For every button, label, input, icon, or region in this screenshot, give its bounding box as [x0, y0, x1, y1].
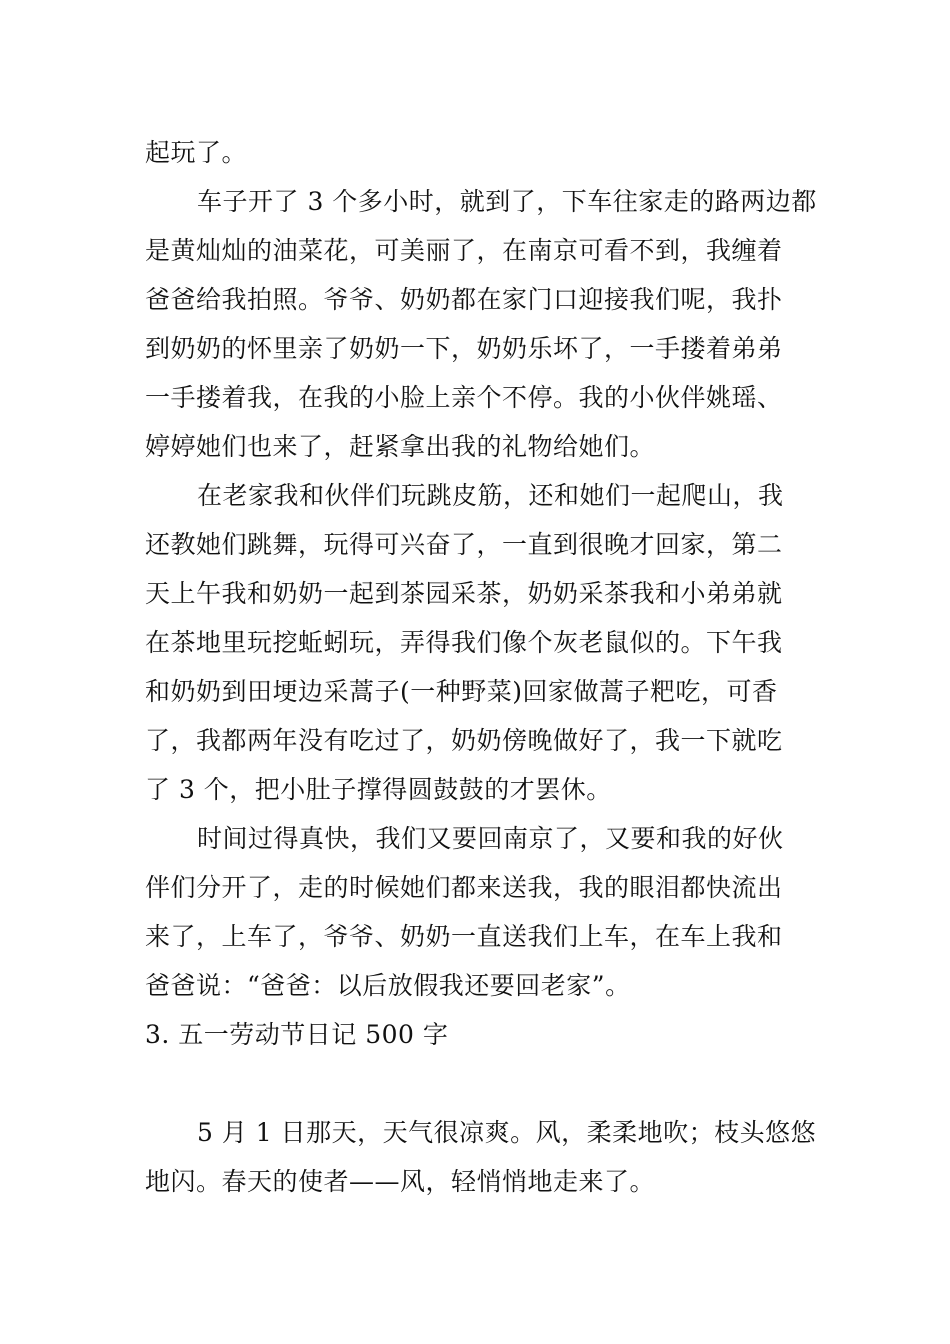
paragraph-departure	[145, 814, 807, 1010]
text-line: 了 3 个，把小肚子撑得圆鼓鼓的才罢休。	[145, 775, 612, 804]
text-line: 时间过得真快，我们又要回南京了，又要和我的好伙	[197, 824, 784, 853]
text-line: 婷婷她们也来了，赶紧拿出我的礼物给她们。	[145, 432, 656, 461]
text-line: 起玩了。	[145, 138, 248, 167]
text-line: 在老家我和伙伴们玩跳皮筋，还和她们一起爬山，我	[197, 481, 784, 510]
heading-text: 3. 五一劳动节日记 500 字	[145, 1020, 449, 1049]
text-line: 伴们分开了，走的时候她们都来送我，我的眼泪都快流出	[145, 873, 783, 902]
text-line: 5 月 1 日那天，天气很凉爽。风，柔柔地吹；枝头悠悠	[197, 1118, 817, 1147]
text-line: 和奶奶到田埂边采蒿子(一种野菜)回家做蒿子粑吃，可香	[145, 677, 778, 706]
text-line: 爸爸给我拍照。爷爷、奶奶都在家门口迎接我们呢，我扑	[145, 285, 783, 314]
text-line: 在茶地里玩挖蚯蚓玩，弄得我们像个灰老鼠似的。下午我	[145, 628, 783, 657]
paragraph-arrival	[145, 177, 817, 471]
text-line: 到奶奶的怀里亲了奶奶一下，奶奶乐坏了，一手搂着弟弟	[145, 334, 783, 363]
paragraph-may-day	[145, 1108, 817, 1206]
text-line: 车子开了 3 个多小时，就到了，下车往家走的路两边都	[197, 187, 817, 216]
section-heading	[145, 1010, 807, 1059]
text-fragment-top	[145, 128, 807, 177]
text-line: 是黄灿灿的油菜花，可美丽了，在南京可看不到，我缠着	[145, 236, 783, 265]
text-line: 一手搂着我，在我的小脸上亲个不停。我的小伙伴姚瑶、	[145, 383, 783, 412]
paragraph-hometown-play	[145, 471, 807, 814]
text-line: 爸爸说：“爸爸：以后放假我还要回老家”。	[145, 971, 631, 1000]
text-line: 地闪。春天的使者——风，轻悄悄地走来了。	[145, 1167, 656, 1196]
text-line: 了，我都两年没有吃过了，奶奶傍晚做好了，我一下就吃	[145, 726, 783, 755]
text-line: 来了，上车了，爷爷、奶奶一直送我们上车，在车上我和	[145, 922, 783, 951]
text-line: 天上午我和奶奶一起到茶园采茶，奶奶采茶我和小弟弟就	[145, 579, 783, 608]
text-line: 还教她们跳舞，玩得可兴奋了，一直到很晚才回家，第二	[145, 530, 783, 559]
